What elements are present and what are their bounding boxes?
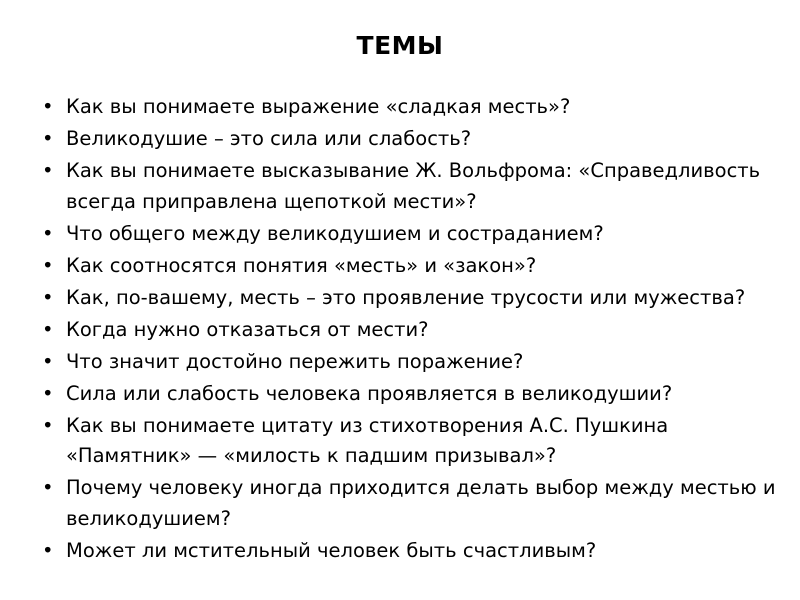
list-item <box>42 283 782 314</box>
bullet-icon: • <box>42 285 54 309</box>
list-item <box>42 379 782 410</box>
list-item <box>42 124 782 155</box>
list-item <box>42 156 782 217</box>
list-item <box>42 219 782 250</box>
bullet-icon: • <box>42 221 54 245</box>
bullet-icon: • <box>42 317 54 341</box>
list-item <box>42 92 782 123</box>
list-item <box>42 347 782 378</box>
bullet-icon: • <box>42 95 54 118</box>
list-item <box>42 315 782 346</box>
topic-list <box>42 92 782 568</box>
list-item <box>42 473 782 534</box>
topic-text: Что значит достойно пережить поражение? <box>66 349 524 373</box>
bullet-icon: • <box>42 538 54 562</box>
topic-text: Как вы понимаете высказывание Ж. Вольфрома: «Справедливость всегда приправлена щепоткой мести»? <box>66 159 761 213</box>
topic-text: Как, по-вашему, месть – это проявление трусости или мужества? <box>66 285 746 309</box>
slide-title: ТЕМЫ <box>356 31 444 60</box>
bullet-icon: • <box>42 349 54 373</box>
bullet-icon: • <box>42 381 54 405</box>
list-item <box>42 536 782 567</box>
topic-text: Что общего между великодушием и состраданием? <box>66 221 604 245</box>
topic-text: Как вы понимаете цитату из стихотворения А.С. Пушкина «Памятник» — «милость к падшим призывал»? <box>66 413 669 467</box>
list-item <box>42 251 782 282</box>
bullet-icon: • <box>42 476 54 499</box>
topic-text: Когда нужно отказаться от мести? <box>66 317 429 341</box>
bullet-icon: • <box>42 253 54 277</box>
topic-text: Может ли мстительный человек быть счастливым? <box>66 538 597 562</box>
list-item <box>42 411 782 472</box>
topic-text: Как вы понимаете выражение «сладкая месть»? <box>66 95 571 118</box>
bullet-icon: • <box>42 127 54 150</box>
bullet-icon: • <box>42 159 54 182</box>
topic-text: Как соотносятся понятия «месть» и «закон»? <box>66 253 537 277</box>
topic-text: Сила или слабость человека проявляется в великодушии? <box>66 381 673 405</box>
topic-text: Великодушие – это сила или слабость? <box>66 127 472 150</box>
topic-text: Почему человеку иногда приходится делать выбор между местью и великодушием? <box>66 476 776 530</box>
bullet-icon: • <box>42 413 54 437</box>
